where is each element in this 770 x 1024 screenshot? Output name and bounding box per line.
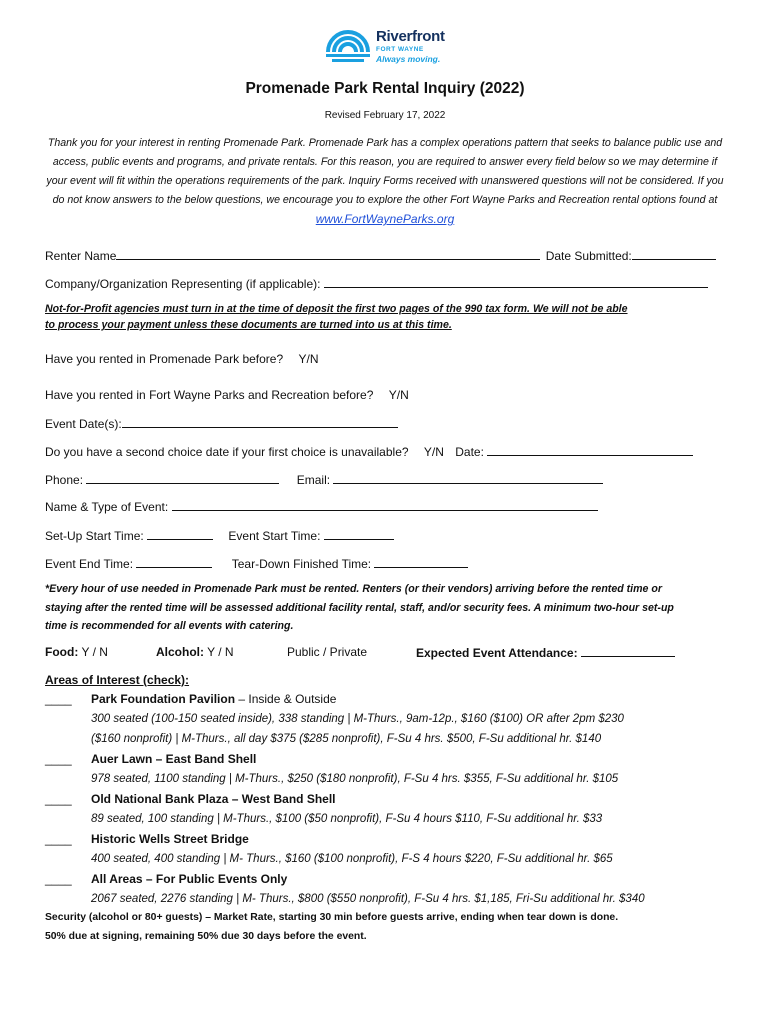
rented-promenade-question: Have you rented in Promenade Park before? [45, 352, 284, 366]
logo-city: FORT WAYNE [376, 46, 424, 53]
hour-note-line1: *Every hour of use needed in Promenade Park must be rented. Renters (or their vendors) arriving before the rented time or [45, 583, 662, 595]
nonprofit-warning-line1: Not-for-Profit agencies must turn in at the time of deposit the first two pages of the 990 tax form. We will not be able [45, 303, 628, 315]
second-choice-date-label: Date: [455, 445, 484, 459]
date-submitted-field[interactable] [632, 248, 716, 260]
public-private-option[interactable]: Public / Private [287, 645, 368, 659]
event-dates-row [45, 416, 398, 431]
revised-date: Revised February 17, 2022 [324, 110, 446, 121]
event-name-row [45, 499, 598, 514]
alcohol-label: Alcohol: [156, 645, 204, 659]
riverfront-arches-icon [324, 22, 372, 66]
second-choice-question: Do you have a second choice date if your first choice is unavailable? [45, 445, 409, 459]
alcohol-yn[interactable]: Y / N [207, 645, 234, 659]
hour-note-line2: staying after the rented time will be assessed additional facility rental, staff, and/or security fees. A minimum two-hour set-up [45, 602, 674, 614]
area-checkbox-plaza[interactable]: ____ [45, 792, 72, 806]
phone-label: Phone: [45, 473, 84, 487]
payment-note: 50% due at signing, remaining 50% due 30 days before the event. [45, 931, 367, 942]
intro-text: Thank you for your interest in renting Promenade Park. Promenade Park has a complex operations pattern that seeks to balance public use and access, public events and programs, and private rentals. For this reason, you are required to answer every field below so we may determine if your event will fit within the operations requirements of the park. Inquiry Forms received with unanswered questions will not be considered. If you do not know answers to the below questions, we encourage you to explore the other Fort Wayne Parks and Recreation rental options found at [46, 137, 724, 206]
area-title-pavilion: Park Foundation Pavilion – Inside & Outside [91, 692, 337, 706]
renter-name-row [45, 248, 716, 263]
times-row-2 [45, 556, 468, 571]
second-choice-row [45, 444, 693, 459]
event-dates-field[interactable] [122, 416, 398, 428]
event-name-field[interactable] [172, 499, 598, 511]
phone-field[interactable] [86, 472, 279, 484]
setup-start-field[interactable] [147, 528, 213, 540]
rented-fwpr-row [45, 388, 409, 402]
food-yn[interactable]: Y / N [81, 645, 108, 659]
event-end-label: Event End Time: [45, 557, 134, 571]
company-row [45, 276, 708, 291]
attendance-group [416, 645, 675, 660]
area-title-bridge: Historic Wells Street Bridge [91, 832, 249, 846]
food-alcohol-row [45, 645, 108, 659]
rented-fwpr-yn[interactable]: Y/N [388, 388, 409, 402]
second-choice-date-field[interactable] [487, 444, 693, 456]
times-row-1 [45, 528, 394, 543]
area-checkbox-bridge[interactable]: ____ [45, 832, 72, 846]
logo-tagline: Always moving. [376, 54, 441, 64]
intro-paragraph [44, 134, 726, 230]
renter-name-field[interactable] [116, 248, 540, 260]
areas-heading: Areas of Interest (check): [45, 673, 190, 687]
event-end-field[interactable] [136, 556, 212, 568]
event-start-field[interactable] [324, 528, 394, 540]
second-choice-yn[interactable]: Y/N [423, 445, 444, 459]
logo-name: Riverfront [376, 28, 445, 45]
company-label: Company/Organization Representing (if applicable): [45, 277, 321, 291]
area-desc-auer-lawn: 978 seated, 1100 standing | M-Thurs., $250 ($180 nonprofit), F-Su 4 hrs. $355, F-Su additional hr. $105 [91, 773, 619, 785]
area-desc-bridge: 400 seated, 400 standing | M- Thurs., $160 ($100 nonprofit), F-S 4 hours $220, F-Su additional hr. $65 [91, 853, 613, 865]
area-desc-pavilion-1: 300 seated (100-150 seated inside), 338 standing | M-Thurs., 9am-12p., $160 ($100) OR after 2pm $230 [91, 713, 624, 725]
area-desc-plaza: 89 seated, 100 standing | M-Thurs., $100 ($50 nonprofit), F-Su 4 hours $110, F-Su additional hr. $33 [91, 813, 603, 825]
fort-wayne-parks-link[interactable]: www.FortWayneParks.org [315, 212, 455, 226]
teardown-field[interactable] [374, 556, 468, 568]
event-name-label: Name & Type of Event: [45, 500, 169, 514]
event-dates-label: Event Date(s): [45, 417, 122, 431]
event-start-label: Event Start Time: [228, 529, 321, 543]
area-title-plaza: Old National Bank Plaza – West Band Shell [91, 792, 336, 806]
rented-promenade-yn[interactable]: Y/N [298, 352, 319, 366]
food-label: Food: [45, 645, 79, 659]
security-note: Security (alcohol or 80+ guests) – Market Rate, starting 30 min before guests arrive, ending when tear down is done. [45, 912, 619, 923]
area-checkbox-auer-lawn[interactable]: ____ [45, 752, 72, 766]
date-submitted-label: Date Submitted: [545, 249, 632, 263]
area-checkbox-all-areas[interactable]: ____ [45, 872, 72, 886]
company-field[interactable] [324, 276, 708, 288]
area-desc-pavilion-2: ($160 nonprofit) | M-Thurs., all day $375 ($285 nonprofit), F-Su 4 hrs. $500, F-Su additional hr. $140 [91, 733, 602, 745]
riverfront-logo [324, 22, 454, 66]
rented-promenade-row [45, 352, 319, 366]
email-label: Email: [296, 473, 331, 487]
area-title-all-areas: All Areas – For Public Events Only [91, 872, 288, 886]
attendance-label: Expected Event Attendance: [416, 646, 578, 660]
area-title-auer-lawn: Auer Lawn – East Band Shell [91, 752, 257, 766]
renter-name-label: Renter Name [45, 249, 117, 263]
area-checkbox-pavilion[interactable]: ____ [45, 692, 72, 706]
email-field[interactable] [333, 472, 603, 484]
nonprofit-warning-line2: to process your payment unless these documents are turned into us at this time. [45, 319, 452, 331]
page-title: Promenade Park Rental Inquiry (2022) [245, 80, 525, 97]
area-desc-all-areas: 2067 seated, 2276 standing | M- Thurs., $800 ($550 nonprofit), F-Su 4 hrs. $1,185, Fri-Su additional hr. $340 [91, 893, 645, 905]
contact-row [45, 472, 603, 487]
alcohol-group [156, 645, 234, 659]
rented-fwpr-question: Have you rented in Fort Wayne Parks and Recreation before? [45, 388, 374, 402]
hour-note-line3: time is recommended for all events with catering. [45, 620, 294, 632]
setup-start-label: Set-Up Start Time: [45, 529, 144, 543]
teardown-label: Tear-Down Finished Time: [231, 557, 372, 571]
attendance-field[interactable] [581, 645, 675, 657]
